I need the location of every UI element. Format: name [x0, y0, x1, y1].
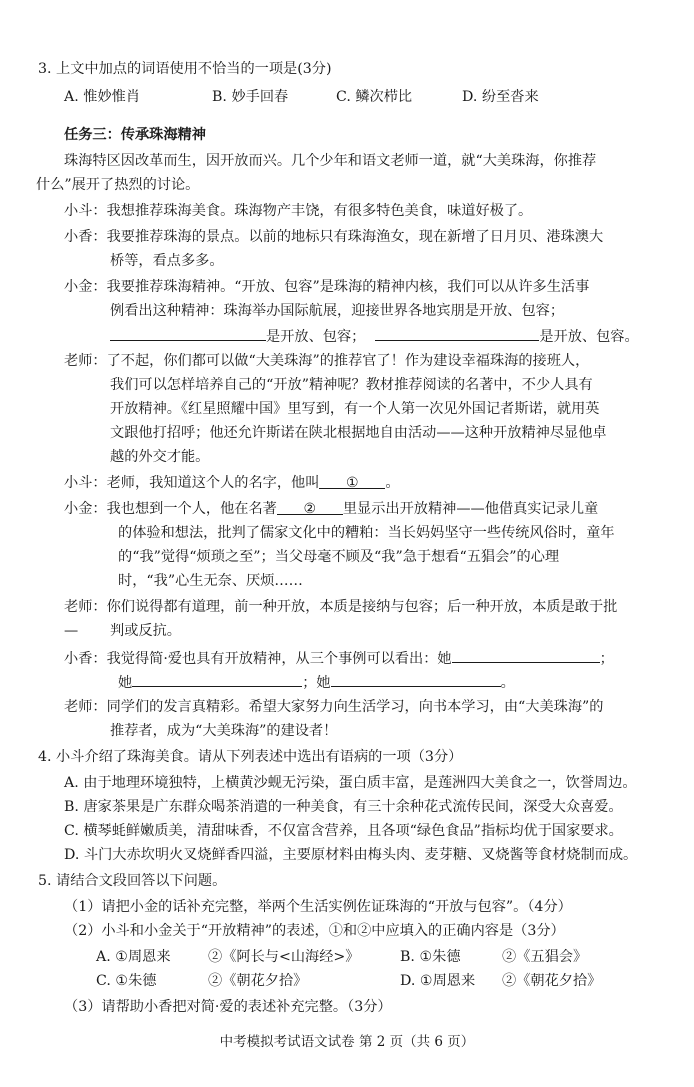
xiaoxiang-line2a: 小香：我觉得简·爱也具有开放精神，从三个事例可以看出：她 ； — [64, 646, 614, 670]
q5-option-c-letter: C. ①朱德 — [96, 973, 157, 989]
q4-option-b: B. 唐家茶果是广东群众喝茶消遣的一种美食，有三十余种花式流传民间，深受大众喜爱。 — [64, 799, 623, 815]
xiaojin-line1c: 是开放、包容； 是开放、包容。 — [110, 324, 639, 348]
teacher-line2b: 判或反抗。 — [110, 623, 181, 639]
q5-option-b-book: ②《五猖会》 — [502, 949, 588, 965]
teacher-line1e: 越的外交才能。 — [110, 449, 210, 465]
xiaojin-line2e: 时，“我”心生无奈、厌烦…… — [118, 573, 303, 589]
xiaoxiang-line2b: 她 ；她 。 — [118, 670, 515, 694]
task3-title: 任务三：传承珠海精神 — [64, 127, 206, 143]
teacher-line3a: 老师：同学们的发言真精彩。希望大家努力向生活学习，向书本学习，由“大美珠海”的 — [64, 699, 604, 715]
q5-option-a-book: ②《阿长与<山海经>》 — [208, 949, 360, 965]
q3-stem: 3. 上文中加点的词语使用不恰当的一项是(3分) — [38, 61, 332, 77]
q5-sub1: （1）请把小金的话补充完整，举两个生活实例佐证珠海的“开放与包容”。（4分） — [64, 899, 572, 915]
xiaodou-line2: 小斗：老师，我知道这个人的名字，他叫 ① 。 — [64, 472, 400, 494]
teacher-line1b: 我们可以怎样培养自己的“开放”精神呢？教材推荐阅读的名著中，不少人具有 — [110, 377, 593, 393]
q4-option-c: C. 横琴蚝鲜嫩质美，清甜味香，不仅富含营养，且各项“绿色食品”指标均优于国家要求。 — [64, 823, 623, 839]
teacher-line1d: 文跟他打招呼；他还允许斯诺在陕北根据地自由活动——这种开放精神尽显他卓 — [110, 425, 607, 441]
task3-intro-line1: 珠海特区因改革而生，因开放而兴。几个少年和语文老师一道，就“大美珠海，你推荐 — [64, 153, 597, 169]
xiaojin-line2a: 小金：我也想到一个人，他在名著 ② 里显示出开放精神——他借真实记录儿童 — [64, 498, 598, 520]
xiaojin-line1a: 小金：我要推荐珠海精神。“开放、包容”是珠海的精神内核，我们可以从许多生活事 — [64, 279, 590, 295]
q3-option-b: B. 妙手回春 — [212, 89, 289, 105]
xiaoxiang-line1b: 桥等，看点多多。 — [110, 253, 224, 269]
answer-blank[interactable] — [331, 670, 501, 687]
task3-intro-line2: 什么”展开了热烈的讨论。 — [36, 177, 200, 193]
q5-option-d-letter: D. ①周恩来 — [400, 973, 476, 989]
q3-option-d: D. 纷至沓来 — [462, 89, 539, 105]
q5-option-d-book: ②《朝花夕拾》 — [502, 973, 602, 989]
answer-blank[interactable] — [452, 646, 600, 663]
blank-1[interactable]: ① — [319, 472, 385, 489]
xiaodou-line1: 小斗：我想推荐珠海美食。珠海物产丰饶，有很多特色美食，味道好极了。 — [64, 203, 533, 219]
teacher-line1c: 开放精神。《红星照耀中国》里写到，有一个人第一次见外国记者斯诺，就用英 — [110, 401, 600, 417]
q4-stem: 4. 小斗介绍了珠海美食。请从下列表述中选出有语病的一项（3分） — [38, 749, 463, 765]
page-footer: 中考模拟考试语文试卷 第 2 页（共 6 页） — [219, 1034, 475, 1050]
answer-blank[interactable] — [110, 324, 266, 341]
teacher-line1a: 老师：了不起，你们都可以做“大美珠海”的推荐官了！作为建设幸福珠海的接班人， — [64, 353, 590, 369]
teacher-line2a: 老师：你们说得都有道理，前一种开放，本质是接纳与包容；后一种开放，本质是敢于批 — [64, 599, 618, 615]
q3-option-c: C. 鳞次栉比 — [336, 89, 413, 105]
teacher-line3b: 推荐者，成为“大美珠海”的建设者！ — [110, 723, 338, 739]
q5-stem: 5. 请结合文段回答以下问题。 — [38, 873, 227, 889]
q5-option-b-letter: B. ①朱德 — [400, 949, 461, 965]
margin-dash: — — [64, 623, 79, 639]
q4-option-a: A. 由于地理环境独特，上横黄沙蚬无污染，蛋白质丰富，是莲洲四大美食之一，饮誉周边。 — [64, 775, 637, 791]
q3-option-a: A. 惟妙惟肖 — [64, 89, 141, 105]
q5-sub2: （2）小斗和小金关于“开放精神”的表述，①和②中应填入的正确内容是（3分） — [64, 923, 565, 939]
xiaoxiang-line1a: 小香：我要推荐珠海的景点。以前的地标只有珠海渔女，现在新增了日月贝、港珠澳大 — [64, 229, 604, 245]
xiaojin-line2d: 的“我”觉得“烦琐之至”；当父母毫不顾及“我”急于想看“五猖会”的心理 — [118, 549, 560, 565]
q5-option-a-letter: A. ①周恩来 — [96, 949, 171, 965]
q4-option-d: D. 斗门大赤坎明火叉烧鲜香四溢，主要原材料由梅头肉、麦芽糖、叉烧酱等食材烧制而成。 — [64, 847, 638, 863]
answer-blank[interactable] — [375, 324, 539, 341]
xiaojin-line2c: 的体验和想法，批判了儒家文化中的糟粕：当长妈妈坚守一些传统风俗时，童年 — [118, 525, 615, 541]
q5-sub3: （3）请帮助小香把对简·爱的表述补充完整。（3分） — [64, 999, 392, 1015]
answer-blank[interactable] — [132, 670, 302, 687]
xiaojin-line1b: 例看出这种精神：珠海举办国际航展，迎接世界各地宾朋是开放、包容； — [110, 303, 565, 319]
q5-option-c-book: ②《朝花夕拾》 — [208, 973, 308, 989]
blank-2[interactable]: ② — [277, 498, 343, 515]
